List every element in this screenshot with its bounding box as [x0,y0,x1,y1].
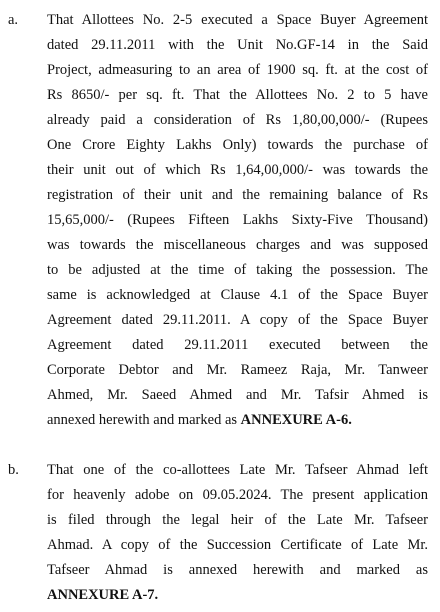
paragraph-marker-a: a. [8,12,19,28]
paragraph-a-line: Agreement dated 29.11.2011. A copy of the Space Buyer [47,312,428,328]
paragraph-a-line: their unit out of which Rs 1,64,00,000/- was towards the [47,162,428,178]
paragraph-a-last-line [47,408,428,433]
paragraph-b-line: That one of the co-allottees Late Mr. Tafseer Ahmad left [47,462,428,478]
paragraph-marker-b: b. [8,462,19,478]
paragraph-a-line: Ahmed, Mr. Saeed Ahmed and Mr. Tafsir Ahmed is [47,387,428,403]
paragraph-a-line: Corporate Debtor and Mr. Rameez Raja, Mr. Tanweer [47,362,428,378]
paragraph-a-line: to be adjusted at the time of taking the possession. The [47,262,428,278]
paragraph-b-last-line [47,583,428,608]
paragraph-b-line: for heavenly adobe on 09.05.2024. The present application [47,487,428,503]
paragraph-a-line: Rs 8650/- per sq. ft. That the Allottees No. 2 to 5 have [47,87,428,103]
paragraph-a-line: dated 29.11.2011 with the Unit No.GF-14 in the Said [47,37,428,53]
paragraph-a-line: 15,65,000/- (Rupees Fifteen Lakhs Sixty-Five Thousand) [47,212,428,228]
paragraph-a-line: Project, admeasuring to an area of 1900 sq. ft. at the cost of [47,62,428,78]
paragraph-b-line: Ahmad. A copy of the Succession Certificate of Late Mr. [47,537,428,553]
paragraph-a-line: same is acknowledged at Clause 4.1 of the Space Buyer [47,287,428,303]
paragraph-b [0,458,440,612]
paragraph-a-line: That Allottees No. 2-5 executed a Space Buyer Agreement [47,12,428,28]
paragraph-a-line: was towards the miscellaneous charges and was supposed [47,237,428,253]
paragraph-a-line: One Crore Eighty Lakhs Only) towards the purchase of [47,137,428,153]
paragraph-a-line: already paid a consideration of Rs 1,80,00,000/- (Rupees [47,112,428,128]
paragraph-a-line: registration of their unit and the remaining balance of Rs [47,187,428,203]
paragraph-a-last-text: annexed herewith and marked as [47,412,241,428]
paragraph-b-line: Tafseer Ahmad is annexed herewith and marked as [47,562,428,578]
paragraph-a [0,8,440,468]
annexure-a6-reference: ANNEXURE A-6. [240,412,352,428]
paragraph-a-text [47,8,428,433]
annexure-a7-reference: ANNEXURE A-7. [47,587,159,603]
paragraph-a-line: Agreement dated 29.11.2011 executed between the [47,337,428,353]
paragraph-b-text [47,458,428,608]
paragraph-b-line: is filed through the legal heir of the Late Mr. Tafseer [47,512,428,528]
